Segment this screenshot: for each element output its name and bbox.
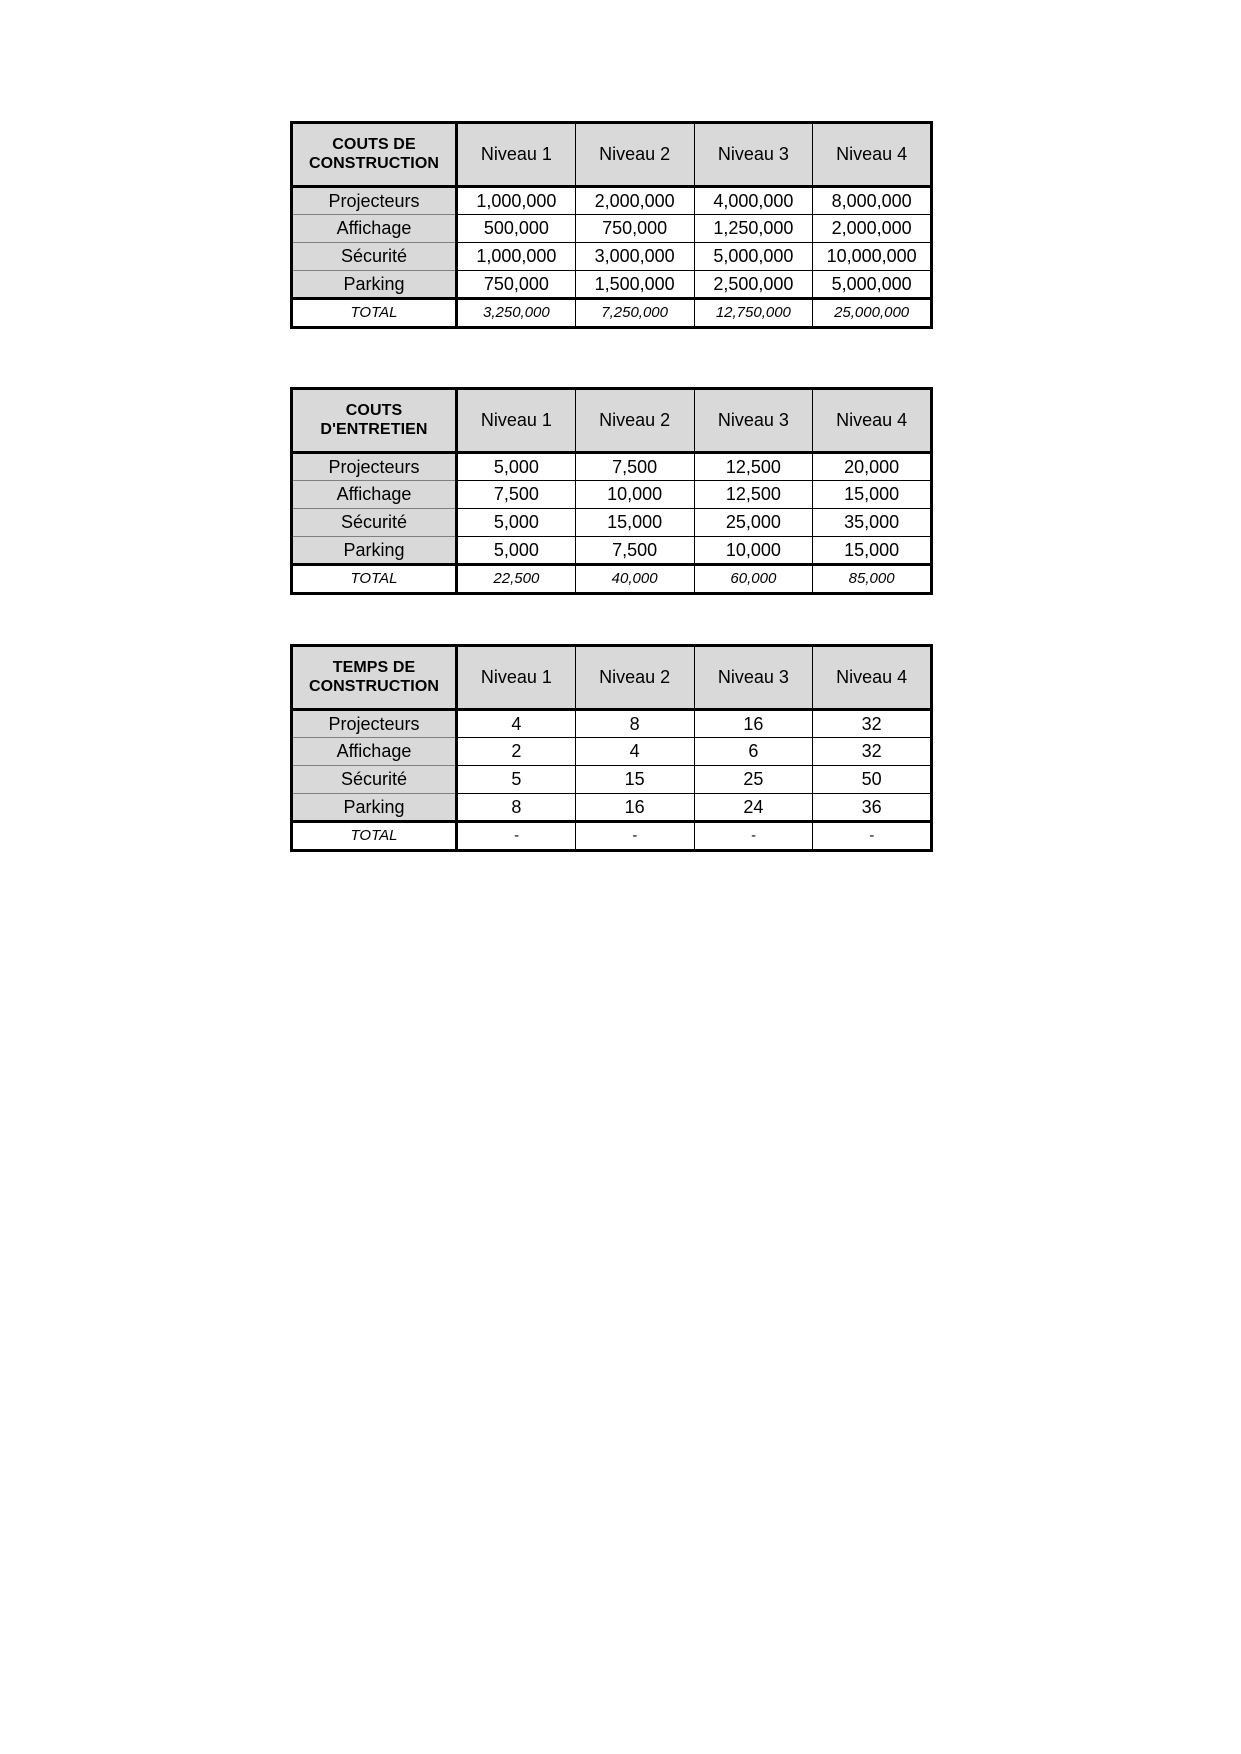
table-header-row bbox=[292, 646, 932, 710]
table-cell: 12,500 bbox=[694, 453, 813, 481]
table-cell: 50 bbox=[813, 766, 932, 794]
column-header-niveau-4: Niveau 4 bbox=[813, 646, 932, 710]
table-cell: 15,000 bbox=[813, 481, 932, 509]
total-cell: - bbox=[457, 822, 576, 851]
row-label: Sécurité bbox=[292, 509, 457, 537]
row-label: Affichage bbox=[292, 215, 457, 243]
table-cell: 5,000 bbox=[457, 453, 576, 481]
table-cell: 4 bbox=[575, 738, 694, 766]
table-cell: 10,000 bbox=[575, 481, 694, 509]
row-label: Sécurité bbox=[292, 766, 457, 794]
table-cell: 24 bbox=[694, 794, 813, 822]
table-cell: 1,000,000 bbox=[457, 243, 576, 271]
table-cell: 10,000 bbox=[694, 537, 813, 565]
table-cell: 5,000 bbox=[457, 509, 576, 537]
column-header-niveau-3: Niveau 3 bbox=[694, 123, 813, 187]
table-cell: 25 bbox=[694, 766, 813, 794]
row-label: Parking bbox=[292, 271, 457, 299]
table-total-row bbox=[292, 822, 932, 851]
table-row bbox=[292, 481, 932, 509]
table-cell: 5,000 bbox=[457, 537, 576, 565]
total-cell: 3,250,000 bbox=[457, 299, 576, 328]
table-title-line: TEMPS DE bbox=[332, 659, 416, 677]
row-label: Affichage bbox=[292, 738, 457, 766]
table-title-line: CONSTRUCTION bbox=[308, 677, 440, 695]
table-cell: 1,250,000 bbox=[694, 215, 813, 243]
column-header-niveau-4: Niveau 4 bbox=[813, 123, 932, 187]
total-cell: - bbox=[813, 822, 932, 851]
total-cell: 25,000,000 bbox=[813, 299, 932, 328]
maintenance-cost-table bbox=[290, 387, 933, 595]
table-header-row bbox=[292, 389, 932, 453]
total-cell: 85,000 bbox=[813, 565, 932, 594]
table-cell: 500,000 bbox=[457, 215, 576, 243]
construction-time-table bbox=[290, 644, 933, 852]
table-cell: 8 bbox=[457, 794, 576, 822]
column-header-niveau-3: Niveau 3 bbox=[694, 389, 813, 453]
table-cell: 8,000,000 bbox=[813, 187, 932, 215]
table-block-couts-d-entretien bbox=[290, 387, 930, 595]
table-cell: 16 bbox=[575, 794, 694, 822]
table-cell: 10,000,000 bbox=[813, 243, 932, 271]
table-cell: 12,500 bbox=[694, 481, 813, 509]
table-cell: 2,500,000 bbox=[694, 271, 813, 299]
table-cell: 2,000,000 bbox=[575, 187, 694, 215]
table-cell: 35,000 bbox=[813, 509, 932, 537]
table-title-cell bbox=[292, 123, 457, 187]
table-row bbox=[292, 243, 932, 271]
total-label: TOTAL bbox=[292, 822, 457, 851]
table-cell: 5,000,000 bbox=[694, 243, 813, 271]
table-title-cell bbox=[292, 389, 457, 453]
column-header-niveau-2: Niveau 2 bbox=[575, 123, 694, 187]
total-label: TOTAL bbox=[292, 565, 457, 594]
table-cell: 15 bbox=[575, 766, 694, 794]
table-row bbox=[292, 794, 932, 822]
table-cell: 4 bbox=[457, 710, 576, 738]
table-cell: 36 bbox=[813, 794, 932, 822]
column-header-niveau-1: Niveau 1 bbox=[457, 123, 576, 187]
table-cell: 25,000 bbox=[694, 509, 813, 537]
column-header-niveau-3: Niveau 3 bbox=[694, 646, 813, 710]
column-header-niveau-1: Niveau 1 bbox=[457, 646, 576, 710]
total-label: TOTAL bbox=[292, 299, 457, 328]
table-cell: 7,500 bbox=[575, 537, 694, 565]
total-cell: 7,250,000 bbox=[575, 299, 694, 328]
row-label: Projecteurs bbox=[292, 710, 457, 738]
table-total-row bbox=[292, 299, 932, 328]
table-row bbox=[292, 271, 932, 299]
column-header-niveau-4: Niveau 4 bbox=[813, 389, 932, 453]
column-header-niveau-2: Niveau 2 bbox=[575, 389, 694, 453]
row-label: Projecteurs bbox=[292, 187, 457, 215]
column-header-niveau-2: Niveau 2 bbox=[575, 646, 694, 710]
table-cell: 1,500,000 bbox=[575, 271, 694, 299]
table-title-line: CONSTRUCTION bbox=[308, 154, 440, 172]
table-cell: 2 bbox=[457, 738, 576, 766]
table-cell: 4,000,000 bbox=[694, 187, 813, 215]
column-header-niveau-1: Niveau 1 bbox=[457, 389, 576, 453]
row-label: Parking bbox=[292, 794, 457, 822]
table-cell: 5,000,000 bbox=[813, 271, 932, 299]
total-cell: 12,750,000 bbox=[694, 299, 813, 328]
table-cell: 6 bbox=[694, 738, 813, 766]
table-cell: 7,500 bbox=[457, 481, 576, 509]
table-row bbox=[292, 766, 932, 794]
table-cell: 32 bbox=[813, 710, 932, 738]
table-title-line: COUTS DE bbox=[332, 136, 416, 154]
table-block-couts-de-construction bbox=[290, 121, 930, 329]
table-title-cell bbox=[292, 646, 457, 710]
table-cell: 8 bbox=[575, 710, 694, 738]
row-label: Affichage bbox=[292, 481, 457, 509]
table-row bbox=[292, 537, 932, 565]
row-label: Projecteurs bbox=[292, 453, 457, 481]
table-cell: 32 bbox=[813, 738, 932, 766]
table-cell: 750,000 bbox=[457, 271, 576, 299]
total-cell: 22,500 bbox=[457, 565, 576, 594]
table-cell: 2,000,000 bbox=[813, 215, 932, 243]
table-block-temps-de-construction bbox=[290, 644, 930, 852]
table-row bbox=[292, 509, 932, 537]
total-cell: 40,000 bbox=[575, 565, 694, 594]
table-cell: 16 bbox=[694, 710, 813, 738]
table-cell: 750,000 bbox=[575, 215, 694, 243]
table-title-line: COUTS D'ENTRETIEN bbox=[320, 402, 428, 438]
table-cell: 3,000,000 bbox=[575, 243, 694, 271]
row-label: Sécurité bbox=[292, 243, 457, 271]
table-row bbox=[292, 187, 932, 215]
table-cell: 1,000,000 bbox=[457, 187, 576, 215]
table-cell: 5 bbox=[457, 766, 576, 794]
cost-table bbox=[290, 121, 933, 329]
table-row bbox=[292, 215, 932, 243]
total-cell: 60,000 bbox=[694, 565, 813, 594]
table-row bbox=[292, 453, 932, 481]
table-row bbox=[292, 710, 932, 738]
table-header-row bbox=[292, 123, 932, 187]
total-cell: - bbox=[575, 822, 694, 851]
table-cell: 15,000 bbox=[813, 537, 932, 565]
table-cell: 15,000 bbox=[575, 509, 694, 537]
row-label: Parking bbox=[292, 537, 457, 565]
table-cell: 7,500 bbox=[575, 453, 694, 481]
table-cell: 20,000 bbox=[813, 453, 932, 481]
table-total-row bbox=[292, 565, 932, 594]
total-cell: - bbox=[694, 822, 813, 851]
table-row bbox=[292, 738, 932, 766]
